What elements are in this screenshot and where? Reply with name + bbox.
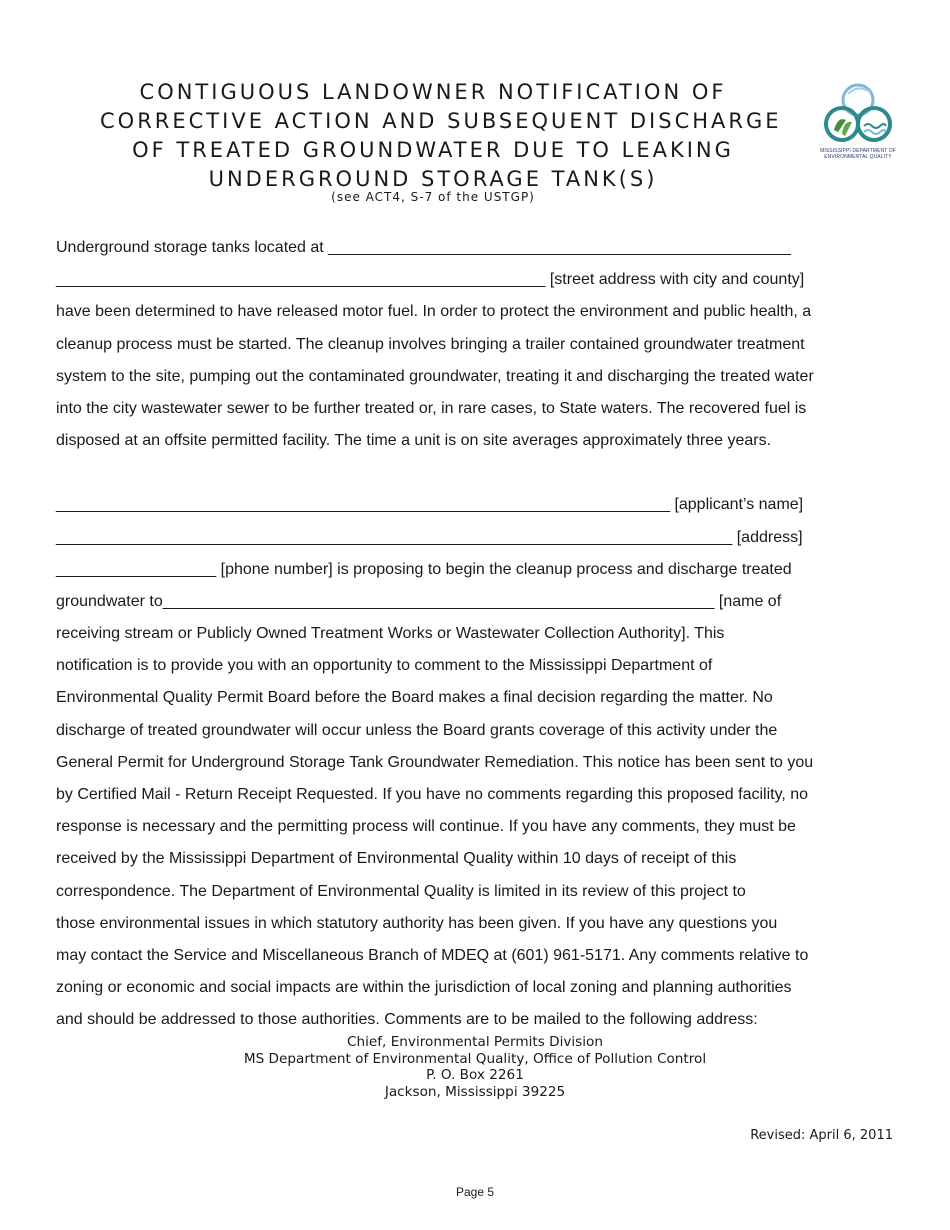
logo-caption-line: ENVIRONMENTAL QUALITY xyxy=(824,154,892,160)
text-line: system to the site, pumping out the contaminated groundwater, treating it and discharging the treated water xyxy=(56,367,814,385)
text-line: Underground storage tanks located at ____________________________________________________ xyxy=(56,239,791,256)
text-line: into the city wastewater sewer to be further treated or, in rare cases, to State waters. The recovered fuel is xyxy=(56,399,807,417)
address-line: P. O. Box 2261 xyxy=(426,1067,524,1083)
revision-date: Revised: April 6, 2011 xyxy=(750,1128,893,1143)
text-line: response is necessary and the permitting process will continue. If you have any comments, they must be xyxy=(56,818,796,836)
mailing-address xyxy=(200,1034,750,1100)
text-line: __________________ [phone number] is proposing to begin the cleanup process and discharge treated xyxy=(56,560,792,578)
text-line: correspondence. The Department of Environmental Quality is limited in its review of this project to xyxy=(56,882,746,900)
document-subtitle: (see ACT4, S-7 of the USTGP) xyxy=(331,190,535,204)
address-line: Chief, Environmental Permits Division xyxy=(347,1034,603,1050)
text-line: received by the Mississippi Department of Environmental Quality within 10 days of receipt of this xyxy=(56,850,737,868)
text-line: _______________________________________________________ [street address with city and county] xyxy=(56,271,805,289)
title-line: CONTIGUOUS LANDOWNER NOTIFICATION OF xyxy=(139,80,727,104)
text-line: and should be addressed to those authorities. Comments are to be mailed to the following address: xyxy=(56,1011,758,1029)
address-line: Jackson, Mississippi 39225 xyxy=(384,1083,566,1100)
text-line: notification is to provide you with an opportunity to comment to the Mississippi Department of xyxy=(56,657,713,675)
text-line: disposed at an offsite permitted facility. The time a unit is on site averages approximately three years. xyxy=(56,432,772,450)
text-line: have been determined to have released motor fuel. In order to protect the environment and public health, a xyxy=(56,303,812,321)
text-line: Environmental Quality Permit Board before the Board makes a final decision regarding the matter. No xyxy=(56,689,773,707)
text-line: discharge of treated groundwater will occur unless the Board grants coverage of this activity under the xyxy=(56,721,778,739)
text-line: receiving stream or Publicly Owned Treatment Works or Wastewater Collection Authority]. This xyxy=(56,625,725,643)
title-line: UNDERGROUND STORAGE TANK(S) xyxy=(208,167,658,191)
address-line: MS Department of Environmental Quality, Office of Pollution Control xyxy=(243,1050,707,1067)
text-line: zoning or economic and social impacts are within the jurisdiction of local zoning and planning authorities xyxy=(56,979,792,997)
text-line: cleanup process must be started. The cleanup involves bringing a trailer contained groundwater treatment xyxy=(56,335,805,353)
text-line: ____________________________________________________________________________ [address] xyxy=(56,528,803,546)
text-line: may contact the Service and Miscellaneous Branch of MDEQ at (601) 961-5171. Any comments relative to xyxy=(56,946,809,964)
title-line: CORRECTIVE ACTION AND SUBSEQUENT DISCHARGE xyxy=(100,109,782,133)
text-line: _____________________________________________________________________ [applicant’s name] xyxy=(56,496,804,514)
text-line: General Permit for Underground Storage Tank Groundwater Remediation. This notice has been sent to you xyxy=(56,753,814,771)
document-title xyxy=(100,78,782,204)
text-line: those environmental issues in which statutory authority has been given. If you have any questions you xyxy=(56,914,778,932)
title-line: OF TREATED GROUNDWATER DUE TO LEAKING xyxy=(132,138,734,162)
text-line: groundwater to______________________________________________________________ [name of xyxy=(56,592,782,610)
page-number: Page 5 xyxy=(455,1185,495,1199)
paragraph-site-description xyxy=(56,232,886,457)
logo-caption-line: MISSISSIPPI DEPARTMENT OF xyxy=(820,148,896,154)
paragraph-applicant-notice xyxy=(56,489,886,1036)
text-line: by Certified Mail - Return Receipt Requested. If you have no comments regarding this proposed facility, no xyxy=(56,786,809,803)
logo-caption xyxy=(806,148,910,160)
notice-body xyxy=(56,232,886,1037)
paragraph-gap xyxy=(56,457,886,489)
